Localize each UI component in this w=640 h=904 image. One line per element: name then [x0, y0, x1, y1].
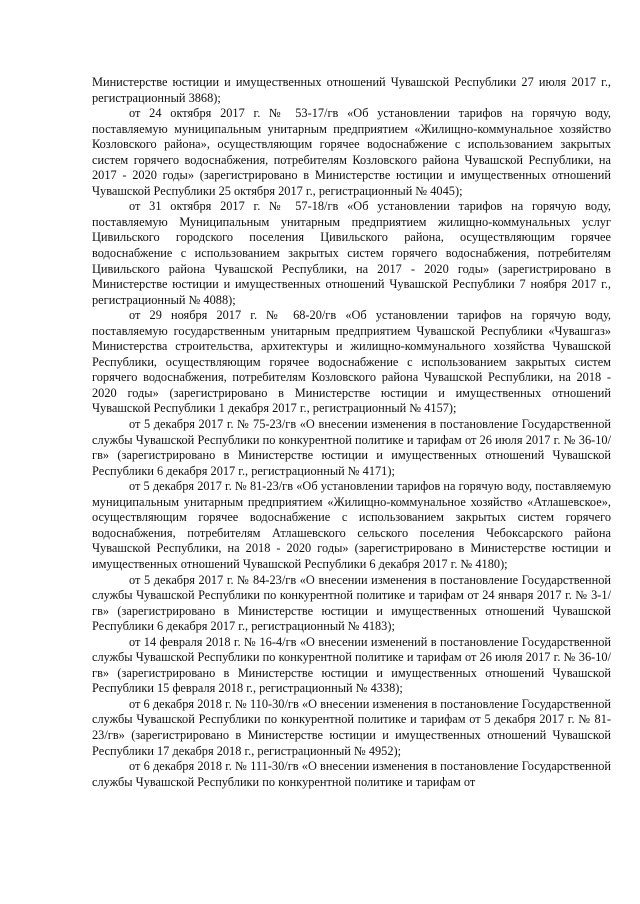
paragraph-decree-81-23: от 5 декабря 2017 г. № 81-23/гв «Об установлении тарифов на горячую воду, поставляемую муниципальным унитарным предприятием «Жилищно-коммунальное хозяйство «Атлашевское», осуществляющим горячее водоснабжение с использованием закрытых систем горячего водоснабжения, потребителям Атлашевского сельского поселения Чебоксарского района Чувашской Республики, на 2018 - 2020 годы» (зарегистрировано в Министерстве юстиции и имущественных отношений Чувашской Республики 6 декабря 2017 г. № 4180);	[92, 479, 611, 571]
paragraph-decree-57-18: от 31 октября 2017 г. № 57-18/гв «Об установлении тарифов на горячую воду, поставляемую Муниципальным унитарным предприятием жилищно-коммунальных услуг Цивильского городского поселения Цивильского района, осуществляющим горячее водоснабжение с использованием закрытых систем горячего водоснабжения, потребителям Цивильского района Чувашской Республики, на 2017 - 2020 годы» (зарегистрировано в Министерстве юстиции и имущественных отношений Чувашской Республики 7 ноября 2017 г., регистрационный № 4088);	[92, 199, 611, 307]
paragraph-decree-84-23: от 5 декабря 2017 г. № 84-23/гв «О внесении изменения в постановление Государственной службы Чувашской Республики по конкурентной политике и тарифам от 24 января 2017 г. № 3-1/гв» (зарегистрировано в Министерстве юстиции и имущественных отношений Чувашской Республики 6 декабря 2017 г., регистрационный № 4183);	[92, 572, 611, 634]
paragraph-decree-16-4: от 14 февраля 2018 г. № 16-4/гв «О внесении изменений в постановление Государственной службы Чувашской Республики по конкурентной политике и тарифам от 26 июля 2017 г. № 36-10/гв» (зарегистрировано в Министерстве юстиции и имущественных отношений Чувашской Республики 15 февраля 2018 г., регистрационный № 4338);	[92, 634, 611, 696]
paragraph-decree-53-17: от 24 октября 2017 г. № 53-17/гв «Об установлении тарифов на горячую воду, поставляемую муниципальным унитарным предприятием «Жилищно-коммунальное хозяйство Козловского района», осуществляющим горячее водоснабжение с использованием закрытых систем горячего водоснабжения, потребителям Козловского района Чувашской Республики, на 2017 - 2020 годы» (зарегистрировано в Министерстве юстиции и имущественных отношений Чувашской Республики 25 октября 2017 г., регистрационный № 4045);	[92, 106, 611, 198]
paragraph-continuation: Министерстве юстиции и имущественных отношений Чувашской Республики 27 июля 2017 г., регистрационный 3868);	[92, 75, 611, 105]
paragraph-decree-68-20: от 29 ноября 2017 г. № 68-20/гв «Об установлении тарифов на горячую воду, поставляемую государственным унитарным предприятием Чувашской Республики «Чувашгаз» Министерства строительства, архитектуры и жилищно-коммунального хозяйства Чувашской Республики, осуществляющим горячее водоснабжение с использованием закрытых систем горячего водоснабжения, потребителям Козловского района Чувашской Республики, на 2018 - 2020 годы» (зарегистрировано в Министерстве юстиции и имущественных отношений Чувашской Республики 1 декабря 2017 г., регистрационный № 4157);	[92, 308, 611, 416]
paragraph-decree-111-30: от 6 декабря 2018 г. № 111-30/гв «О внесении изменения в постановление Государственной службы Чувашской Республики по конкурентной политике и тарифам от	[92, 759, 611, 789]
document-page	[92, 75, 611, 790]
paragraph-decree-110-30: от 6 декабря 2018 г. № 110-30/гв «О внесении изменения в постановление Государственной службы Чувашской Республики по конкурентной политике и тарифам от 5 декабря 2017 г. № 81-23/гв» (зарегистрировано в Министерстве юстиции и имущественных отношений Чувашской Республики 17 декабря 2018 г., регистрационный № 4952);	[92, 696, 611, 758]
paragraph-decree-75-23: от 5 декабря 2017 г. № 75-23/гв «О внесении изменения в постановление Государственной службы Чувашской Республики по конкурентной политике и тарифам от 26 июля 2017 г. № 36-10/гв» (зарегистрировано в Министерстве юстиции и имущественных отношений Чувашской Республики 6 декабря 2017 г., регистрационный № 4171);	[92, 417, 611, 478]
